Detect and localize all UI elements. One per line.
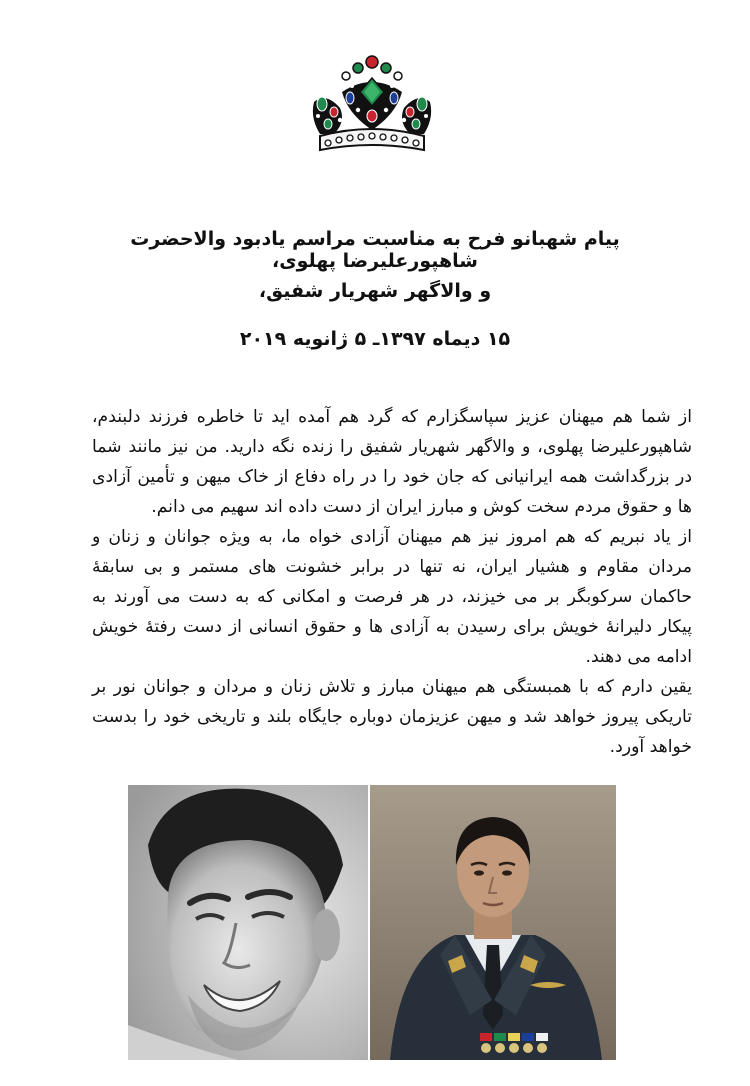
message-paragraph: یقین دارم که با همبستگی هم میهنان مبارز و تلاش زنان و مردان و جوانان نور بر تاریکی پیروز خواهد شد و میهن عزیزمان دوباره جایگاه بلند و تاریخی خود را بدست خواهد آورد. — [92, 677, 692, 757]
message-date: ۱۵ دیماه ۱۳۹۷ـ ۵ ژانویه ۲۰۱۹ — [239, 328, 511, 350]
crown-emblem — [306, 52, 438, 156]
message-paragraph: از یاد نبریم که هم امروز نیز هم میهنان آزادی خواه ما، به ویژه جوانان و زنان و مردان مقاوم و هشیار ایران، نه تنها در برابر خشونت های مستمر و بی سابقهٔ حاکمان سرکوبگر بر می خیزند، در هر فرصت و امکانی که به دست می آورند به پیکار دلیرانهٔ خویش برای رسیدن به آزادی ها و حقوق انسانی از دست رفتهٔ خویش ادامه می دهند. — [92, 527, 692, 667]
message-body — [92, 402, 692, 762]
message-subtitle: و والاگهر شهریار شفیق، — [258, 280, 492, 302]
message-title: پیام شهبانو فرح به مناسبت مراسم یادبود والاحضرت شاهپورعلیرضا پهلوی، — [130, 228, 620, 272]
portrait-smiling-man — [128, 785, 368, 1060]
message-paragraph: از شما هم میهنان عزیز سپاسگزارم که گرد هم آمده اید تا خاطره فرزند دلبندم، شاهپورعلیرضا پهلوی، و والاگهر شهریار شفیق را زنده نگه دارید. من نیز مانند شما در بزرگداشت همه ایرانیانی که جان خود را در راه دفاع از خاک میهن و تأمین آزادی ها و حقوق مردم سخت کوش و مبارز ایران از دست داده اند سهیم می دانم. — [92, 407, 692, 517]
portrait-military-uniform — [370, 785, 616, 1060]
